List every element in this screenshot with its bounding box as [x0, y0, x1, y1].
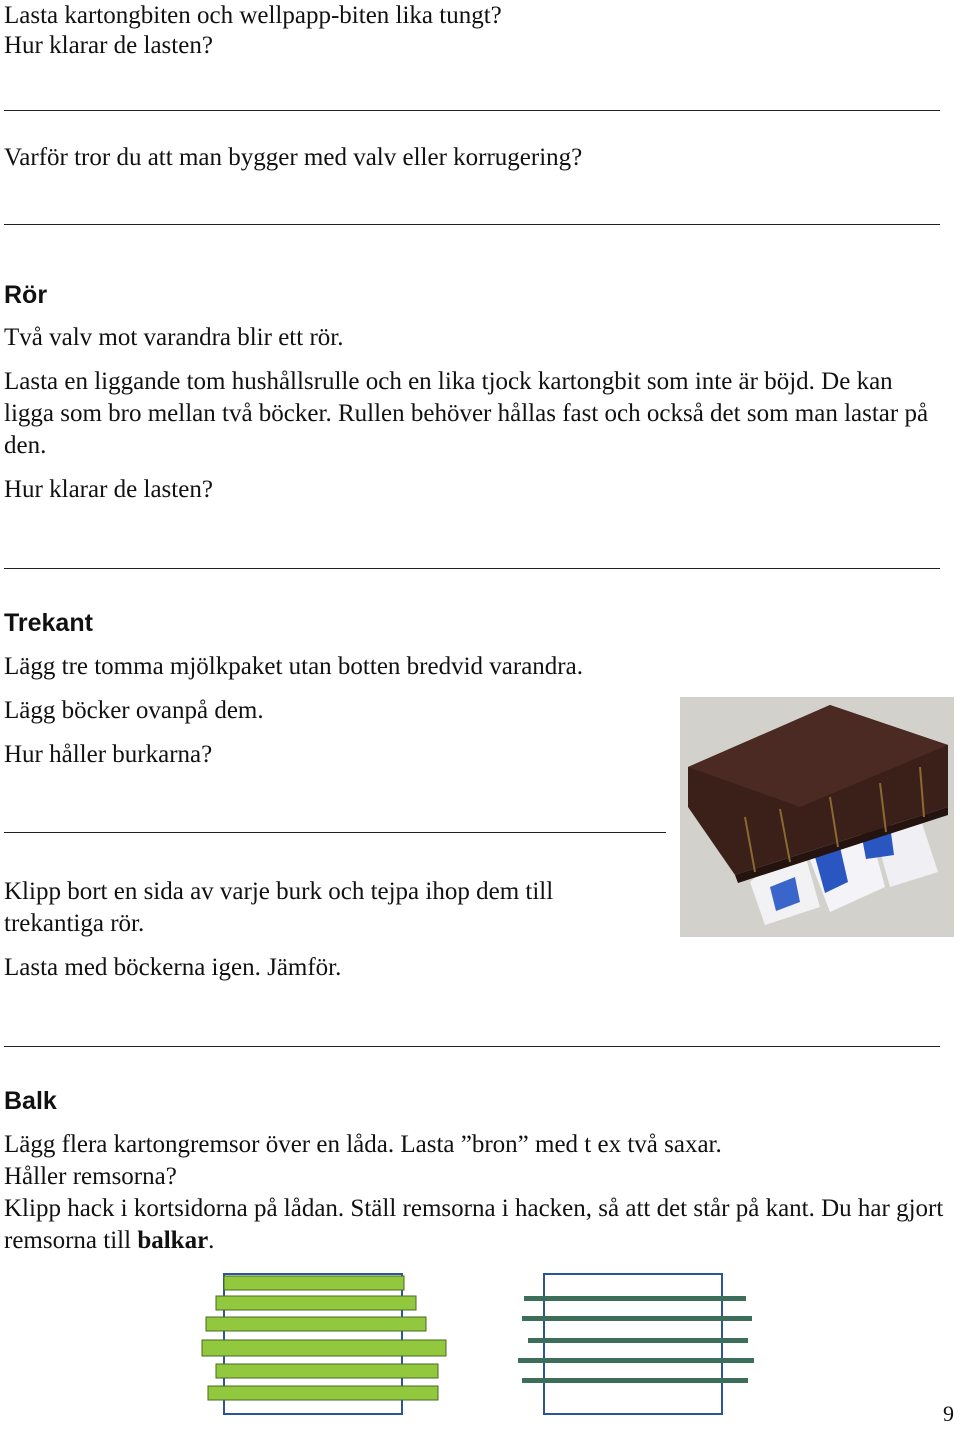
trekant-question: Hur håller burkarna? [4, 741, 213, 768]
balk-bold-term: balkar [137, 1227, 209, 1254]
answer-line [4, 568, 940, 569]
trekant-paragraph-4: Lasta med böckerna igen. Jämför. [4, 954, 342, 981]
answer-line [4, 110, 940, 111]
beam-strip [524, 1296, 746, 1301]
top-line-1: Lasta kartongbiten och wellpapp-biten lika tungt? [4, 2, 502, 29]
answer-line [4, 224, 940, 225]
heading-balk: Balk [4, 1087, 57, 1115]
page-number: 9 [943, 1401, 954, 1426]
heading-trekant: Trekant [4, 609, 93, 637]
trekant-paragraph-3: Klipp bort en sida av varje burk och tejpa ihop dem till trekantiga rör. [4, 878, 554, 937]
strips-on-edge-diagram [518, 1270, 762, 1420]
box-outline [544, 1274, 722, 1414]
balk-paragraph-1: Lägg flera kartongremsor över en låda. Lasta ”bron” med t ex två saxar. [4, 1131, 722, 1158]
beam-strip [522, 1316, 752, 1321]
cardboard-strip [202, 1340, 446, 1356]
balk-paragraph-3: Klipp hack i kortsidorna på lådan. Ställ remsorna i hacken, så att det står på kant. Du har gjort remsorna till balkar. [4, 1195, 944, 1254]
ror-paragraph-1: Två valv mot varandra blir ett rör. [4, 324, 344, 351]
cardboard-strip [216, 1364, 438, 1378]
top-line-2: Hur klarar de lasten? [4, 32, 213, 59]
cardboard-strip [206, 1317, 426, 1331]
beam-strip [522, 1378, 748, 1383]
balk-paragraph-2: Håller remsorna? [4, 1163, 177, 1190]
answer-line [4, 832, 666, 833]
ror-paragraph-2: Lasta en liggande tom hushållsrulle och en lika tjock kartongbit som inte är böjd. De kan ligga som bro mellan två böcker. Rullen behöver hållas fast och också det som man lastar på den. [4, 368, 929, 459]
answer-line [4, 1046, 940, 1047]
beam-strip [528, 1338, 748, 1343]
trekant-paragraph-1: Lägg tre tomma mjölkpaket utan botten bredvid varandra. [4, 653, 583, 680]
trekant-paragraph-2: Lägg böcker ovanpå dem. [4, 697, 264, 724]
ror-question: Hur klarar de lasten? [4, 476, 213, 503]
beam-strip [518, 1358, 754, 1363]
top-question: Varför tror du att man bygger med valv eller korrugering? [4, 144, 583, 171]
cardboard-strip [224, 1276, 404, 1290]
cardboard-strip [208, 1386, 438, 1400]
cardboard-strip [216, 1296, 416, 1310]
strips-flat-diagram [196, 1270, 452, 1420]
heading-ror: Rör [4, 281, 48, 309]
book-on-milk-cartons-photo [680, 697, 954, 937]
